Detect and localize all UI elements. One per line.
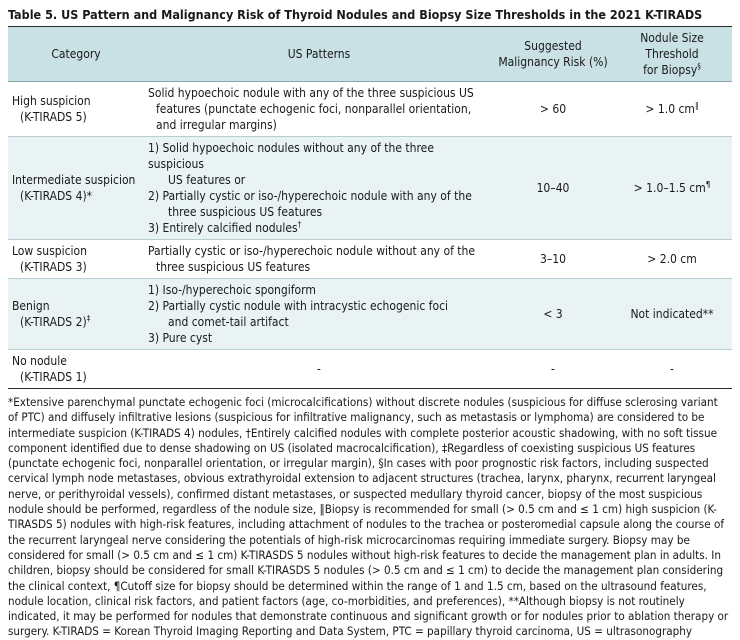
risk-table (8, 26, 732, 389)
pattern-line: three suspicious US features (156, 260, 311, 274)
category-code: (K-TIRADS 5) (20, 110, 87, 124)
category-cell (8, 279, 144, 350)
category-cell (8, 350, 144, 389)
header-category: Category (8, 27, 144, 82)
table-row (8, 240, 732, 279)
header-threshold-line2: for Biopsy (643, 63, 698, 77)
pattern-line: three suspicious US features (168, 205, 323, 219)
header-threshold-line1: Nodule Size Threshold (640, 31, 704, 61)
category-name: Intermediate suspicion (12, 173, 136, 187)
category-cell (8, 240, 144, 279)
header-risk-line1: Suggested (524, 39, 582, 53)
category-cell (8, 82, 144, 137)
pattern-text: 3) Entirely calcified nodules (148, 221, 298, 235)
pattern-line: 1) Iso-/hyperechoic spongiform (148, 283, 316, 297)
header-threshold (612, 27, 732, 82)
threshold-value: > 1.0 cm (645, 102, 695, 116)
threshold-cell: > 2.0 cm (612, 240, 732, 279)
table-title: Table 5. US Pattern and Malignancy Risk of Thyroid Nodules and Biopsy Size Thresholds in the 2021 K-TIRADS (8, 7, 703, 22)
category-name: No nodule (12, 354, 67, 368)
pattern-cell (144, 279, 494, 350)
pattern-cell (144, 240, 494, 279)
pattern-line: Solid hypoechoic nodule with any of the three suspicious US (148, 86, 474, 100)
footnote-mark: † (297, 220, 302, 229)
pattern-cell (144, 82, 494, 137)
footnote-mark: § (697, 62, 701, 71)
pattern-cell: - (144, 350, 494, 389)
category-code: (K-TIRADS 3) (20, 260, 87, 274)
header-risk (494, 27, 612, 82)
pattern-line: 2) Partially cystic nodule with intracystic echogenic foci (148, 299, 449, 313)
pattern-line: Partially cystic or iso-/hyperechoic nodule without any of the (148, 244, 476, 258)
footnote-mark: ‡ (86, 314, 91, 323)
threshold-cell: - (612, 350, 732, 389)
header-patterns: US Patterns (144, 27, 494, 82)
table-row (8, 279, 732, 350)
threshold-cell: Not indicated** (612, 279, 732, 350)
header-risk-line2: Malignancy Risk (%) (498, 55, 608, 69)
threshold-value: > 1.0–1.5 cm (633, 181, 706, 195)
table-footnote: *Extensive parenchymal punctate echogenic foci (microcalcifications) without discrete nodules (suspicious for diffuse sclerosing variant of PTC) and diffusely infiltrative lesions (suspicious for infiltrative malignancy, such as metastasis or lymphoma) are considered to be intermediate suspicion (K-TIRADS 4) nodules, †Entirely calcified nodules with complete posterior acoustic shadowing, with no soft tissue component identified due to dense shadowing on US (isolated macrocalcification), ‡Regardless of coexisting suspicious US features (punctate echogenic foci, nonparallel orientation, or irregular margin), §In cases with poor prognostic risk factors, including suspected cervical lymph node metastases, obvious extrathyroidal extension to adjacent structures (trachea, larynx, pharynx, recurrent laryngeal nerve, or perithyroidal vessels), confirmed distant metastases, or suspected medullary thyroid cancer, biopsy of the most suspicious nodule should be performed, regardless of the nodule size, ‖Biopsy is recommended for small (> 0.5 cm and ≤ 1 cm) high suspicion (K-TIRASDS 5) nodules with high-risk features, including attachment of nodules to the trachea or posteromedial capsule along the course of the recurrent laryngeal nerve considering the potentials of high-risk microcarcinomas requiring immediate surgery. Biopsy may be considered for small (> 0.5 cm and ≤ 1 cm) K-TIRASDS 5 nodules without high-risk features to decide the management plan in adults. In children, biopsy should be considered for small K-TIRASDS 5 nodules (> 0.5 cm and ≤ 1 cm) to decide the management plan considering the clinical context, ¶Cutoff size for biopsy should be determined within the range of 1 and 1.5 cm, based on the ultrasound features, nodule location, clinical risk factors, and patient factors (age, co-morbidities, and preferences), **Although biopsy is not routinely indicated, it may be performed for nodules that demonstrate continuous and significant growth or for nodules prior to ablation therapy or surgery. K-TIRADS = Korean Thyroid Imaging Reporting and Data System, PTC = papillary thyroid carcinoma, US = ultrasonography (8, 395, 729, 639)
pattern-line: US features or (168, 173, 246, 187)
category-code: (K-TIRADS 1) (20, 370, 87, 384)
pattern-cell (144, 137, 494, 240)
pattern-line: and comet-tail artifact (168, 315, 289, 329)
category-code (12, 314, 140, 330)
threshold-cell (612, 82, 732, 137)
pattern-line (148, 220, 490, 236)
header-row (8, 27, 732, 82)
risk-cell: 10–40 (494, 137, 612, 240)
pattern-line: 2) Partially cystic or iso-/hyperechoic nodule with any of the (148, 189, 472, 203)
table-row (8, 82, 732, 137)
pattern-line: 3) Pure cyst (148, 331, 213, 345)
risk-cell: - (494, 350, 612, 389)
table-row (8, 350, 732, 389)
threshold-cell (612, 137, 732, 240)
category-name: Benign (12, 299, 50, 313)
risk-cell: < 3 (494, 279, 612, 350)
pattern-line: features (punctate echogenic foci, nonparallel orientation, (156, 102, 472, 116)
footnote-mark: ‖ (694, 101, 699, 110)
category-code: (K-TIRADS 4)* (20, 189, 93, 203)
pattern-line: and irregular margins) (156, 118, 277, 132)
category-code-text: (K-TIRADS 2) (20, 315, 87, 329)
category-name: Low suspicion (12, 244, 87, 258)
table-row (8, 137, 732, 240)
category-cell (8, 137, 144, 240)
pattern-line: 1) Solid hypoechoic nodules without any of the three suspicious (148, 141, 434, 171)
risk-cell: 3–10 (494, 240, 612, 279)
category-name: High suspicion (12, 94, 91, 108)
risk-cell: > 60 (494, 82, 612, 137)
footnote-mark: ¶ (705, 180, 711, 189)
